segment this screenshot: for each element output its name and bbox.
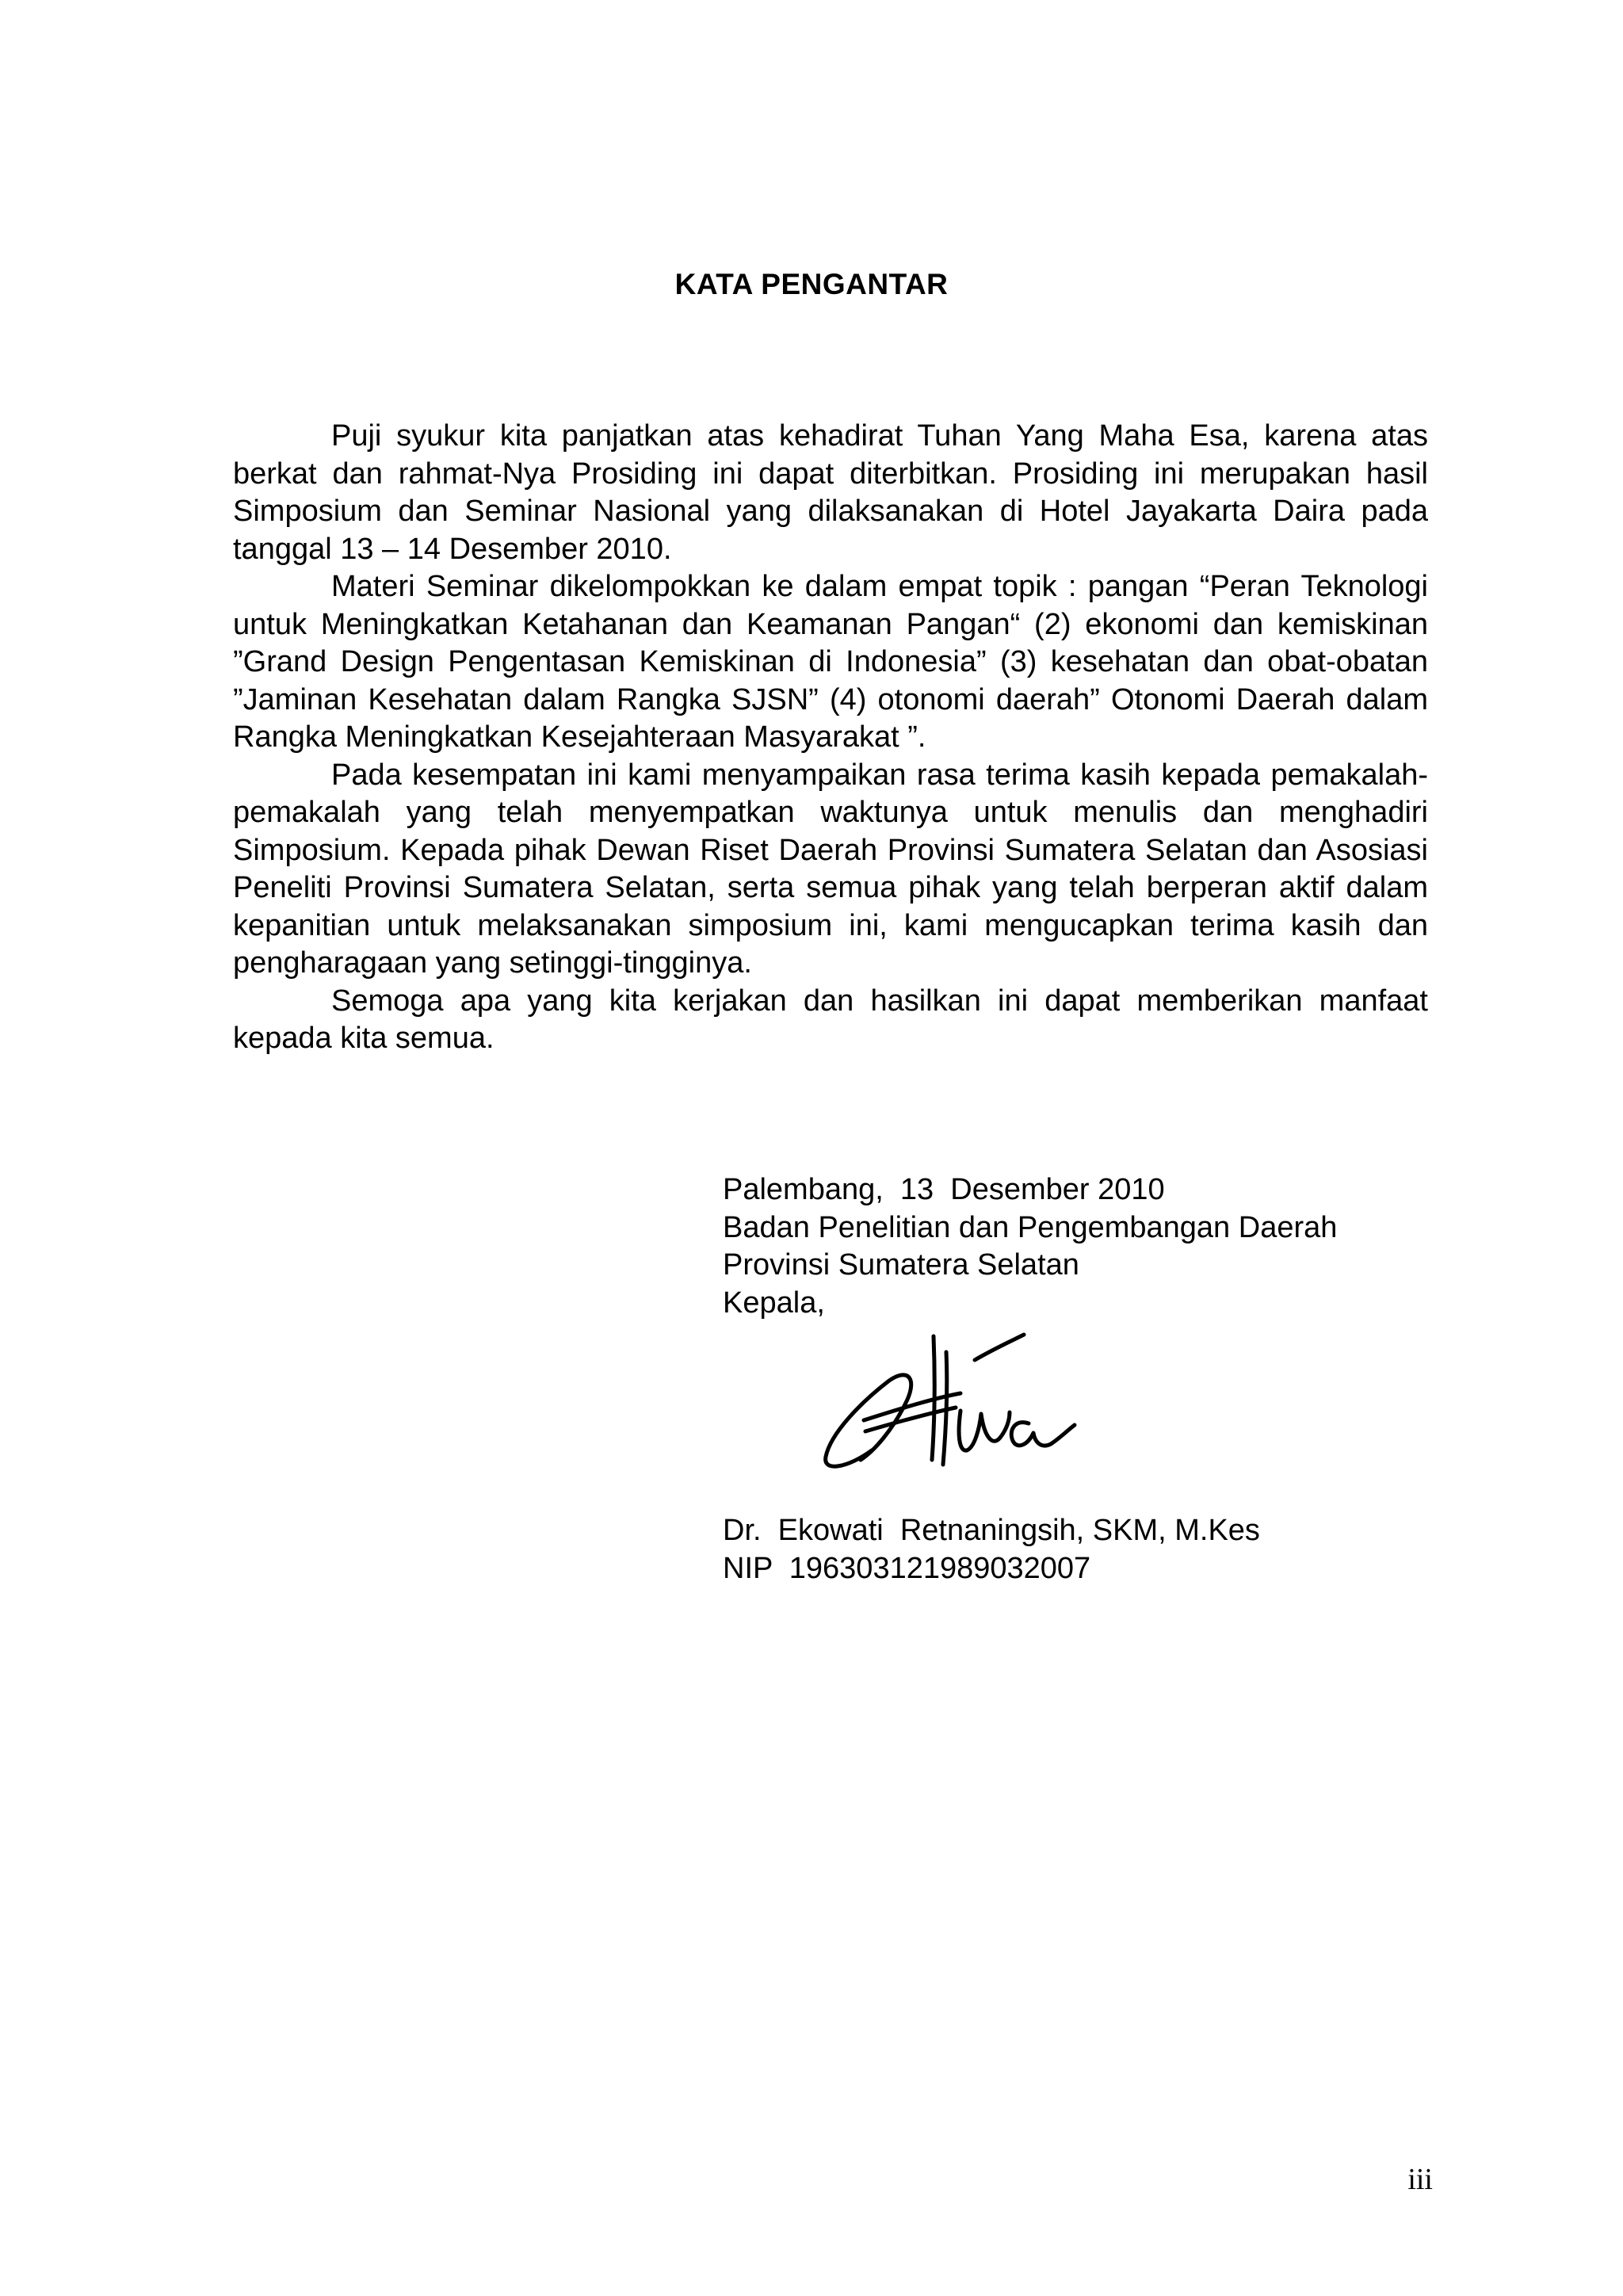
place-date: Palembang, 13 Desember 2010 [723, 1173, 1165, 1206]
position-title: Kepala, [723, 1286, 825, 1320]
paragraph-closing-hope: Semoga apa yang kita kerjakan dan hasilkan ini dapat memberikan manfaat kepada kita semua. [233, 984, 1428, 1055]
signee-name: Dr. Ekowati Retnaningsih, SKM, M.Kes [723, 1514, 1260, 1547]
province-name: Provinsi Sumatera Selatan [723, 1248, 1079, 1282]
paragraph-acknowledgement: Pada kesempatan ini kami menyampaikan rasa terima kasih kepada pemakalah-pemakalah yang telah menyempatkan waktunya untuk menulis dan menghadiri Simposium. Kepada pihak Dewan Riset Daerah Provinsi Sumatera Selatan dan Asosiasi Peneliti Provinsi Sumatera Selatan, serta semua pihak yang telah berperan aktif dalam kepanitian untuk melaksanakan simposium ini, kami mengucapkan terima kasih dan pengharagaan yang setinggi-tingginya. [233, 758, 1428, 980]
page-title: KATA PENGANTAR [674, 268, 949, 300]
page-number: iii [1407, 2163, 1433, 2196]
body-text [233, 418, 1428, 1058]
paragraph-gratitude: Puji syukur kita panjatkan atas kehadirat Tuhan Yang Maha Esa, karena atas berkat dan rahmat-Nya Prosiding ini dapat diterbitkan. Prosiding ini merupakan hasil Simposium dan Seminar Nasional yang dilaksanakan di Hotel Jayakarta Daira pada tanggal 13 – 14 Desember 2010. [233, 419, 1428, 566]
institution-name: Badan Penelitian dan Pengembangan Daerah [723, 1210, 1338, 1244]
signee-block [723, 1512, 1436, 1587]
closing-block [723, 1171, 1436, 1322]
paragraph-seminar-topics: Materi Seminar dikelompokkan ke dalam empat topik : pangan “Peran Teknologi untuk Meningkatkan Ketahanan dan Keamanan Pangan“ (2) ekonomi dan kemiskinan ”Grand Design Pengentasan Kemiskinan di Indonesia” (3) kesehatan dan obat-obatan ”Jaminan Kesehatan dalam Rangka SJSN” (4) otonomi daerah” Otonomi Daerah dalam Rangka Meningkatkan Kesejahteraan Masyarakat ”. [233, 570, 1428, 754]
signee-nip: NIP 196303121989032007 [723, 1551, 1091, 1585]
signature-image [816, 1331, 1078, 1482]
